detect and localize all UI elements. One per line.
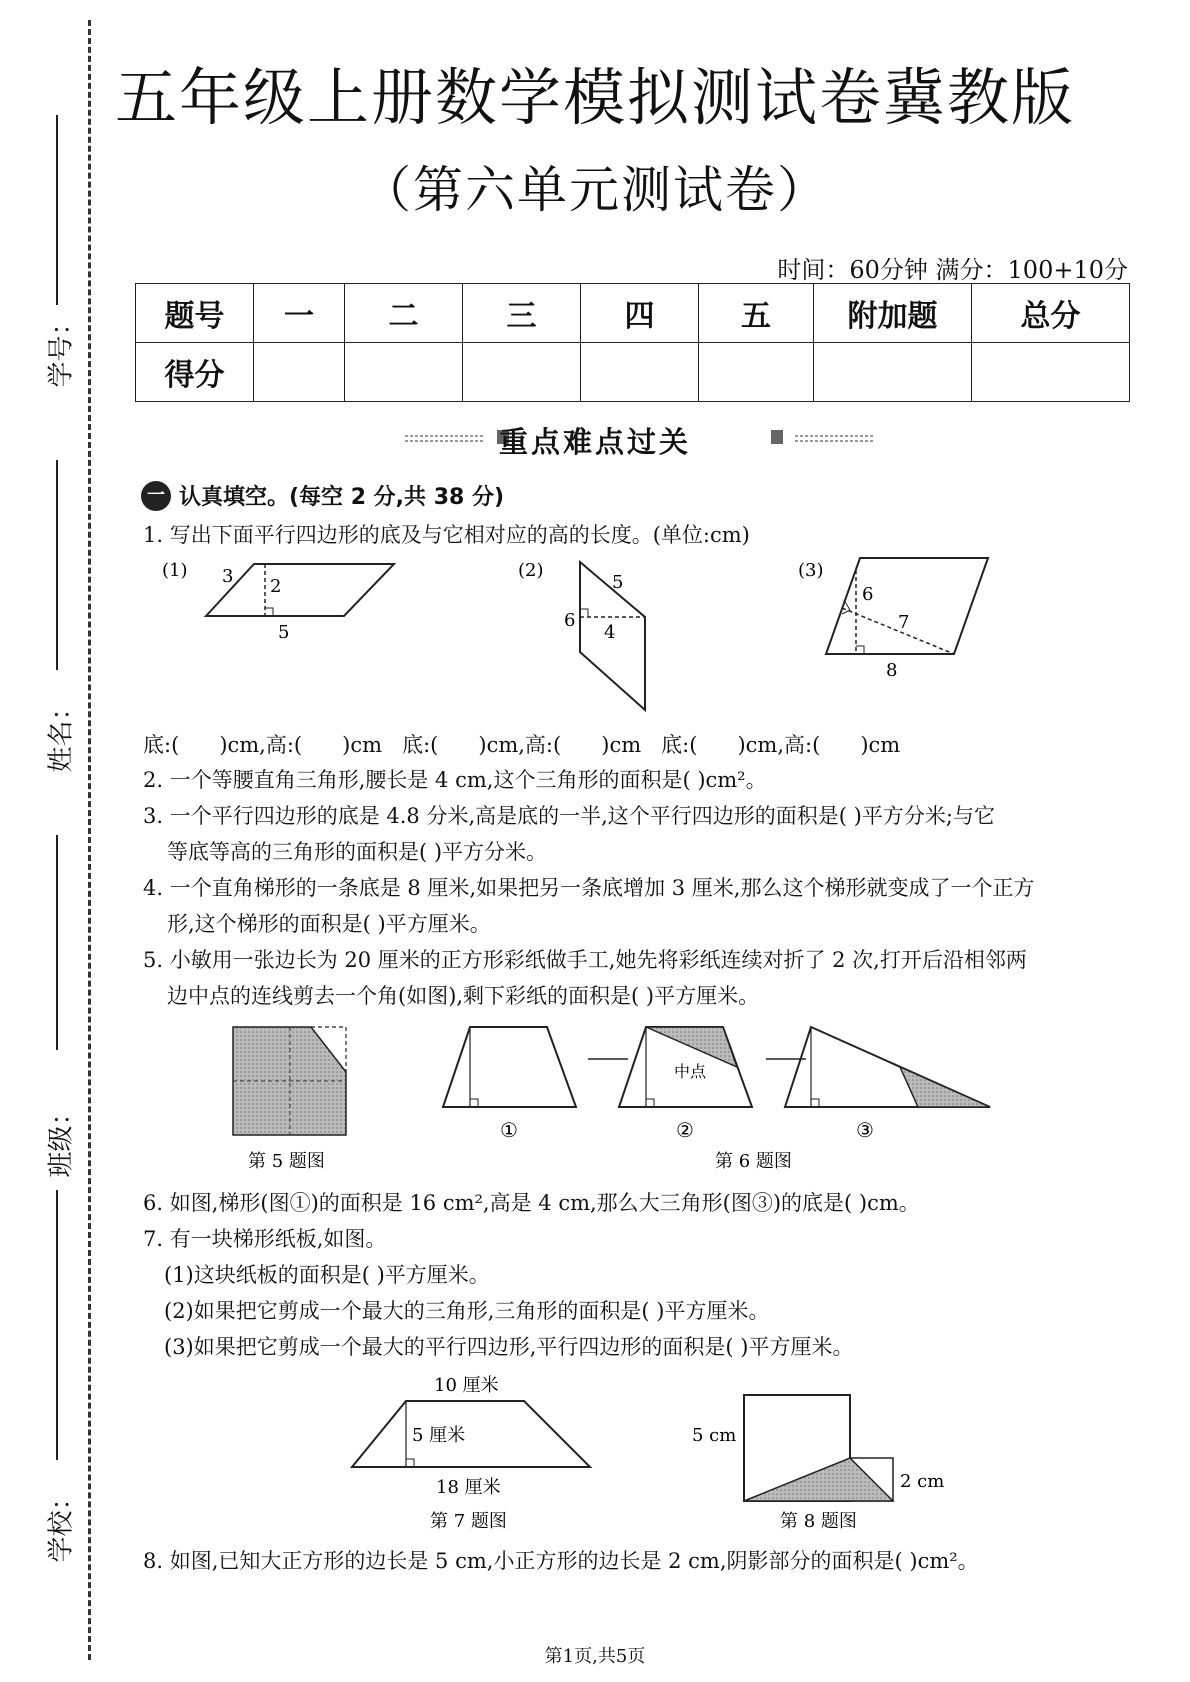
fig3-height: 6 bbox=[862, 584, 874, 605]
page-subtitle: （第六单元测试卷） bbox=[361, 161, 829, 219]
score-header-cell: 五 bbox=[699, 284, 814, 343]
section-banner: 重点难点过关 bbox=[498, 425, 691, 459]
question-2: 2. 一个等腰直角三角形,腰长是 4 cm,这个三角形的面积是( )cm²。 bbox=[143, 768, 767, 792]
score-input-cell[interactable] bbox=[254, 343, 345, 402]
fig6-midpoint-label: 中点 bbox=[674, 1062, 707, 1081]
fig6-label-3: ③ bbox=[856, 1118, 874, 1142]
question-7-1: (1)这块纸板的面积是( )平方厘米。 bbox=[164, 1263, 490, 1287]
fig7-top-label: 10 厘米 bbox=[434, 1375, 499, 1396]
question-3-line2: 等底等高的三角形的面积是( )平方分米。 bbox=[167, 840, 548, 864]
fig8-caption: 第 8 题图 bbox=[780, 1511, 857, 1532]
fig3-base: 8 bbox=[886, 660, 898, 681]
fig3-label: (3) bbox=[798, 560, 824, 581]
fig5-caption: 第 5 题图 bbox=[248, 1151, 325, 1172]
score-input-cell[interactable] bbox=[814, 343, 972, 402]
part-number-badge: 一 bbox=[141, 481, 171, 511]
score-header-cell: 二 bbox=[345, 284, 463, 343]
question-1-answers[interactable]: 底:( )cm,高:( )cm 底:( )cm,高:( )cm 底:( )cm,高:( )cm bbox=[143, 733, 901, 757]
question-5-line2: 边中点的连线剪去一个角(如图),剩下彩纸的面积是( )平方厘米。 bbox=[167, 984, 760, 1008]
page-title: 五年级上册数学模拟测试卷冀教版 bbox=[114, 61, 1075, 134]
question-6: 6. 如图,梯形(图①)的面积是 16 cm²,高是 4 cm,那么大三角形(图③)的底是( )cm。 bbox=[143, 1191, 920, 1215]
question-4-line2: 形,这个梯形的面积是( )平方厘米。 bbox=[167, 912, 491, 936]
score-input-cell[interactable] bbox=[581, 343, 699, 402]
fig1-side-a: 3 bbox=[222, 566, 234, 587]
part1-heading-text: 认真填空。(每空 2 分,共 38 分) bbox=[179, 485, 505, 510]
name-label: 姓名： bbox=[46, 694, 77, 773]
score-header-cell: 一 bbox=[254, 284, 345, 343]
score-input-cell[interactable] bbox=[463, 343, 581, 402]
question-3-line1: 3. 一个平行四边形的底是 4.8 分米,高是底的一半,这个平行四边形的面积是( )平方分米;与它 bbox=[143, 804, 995, 828]
fig6-label-1: ① bbox=[500, 1118, 518, 1142]
score-header-cell: 附加题 bbox=[814, 284, 972, 343]
score-table bbox=[135, 283, 1130, 402]
score-input-cell[interactable] bbox=[345, 343, 463, 402]
fig2-side-a: 5 bbox=[612, 572, 624, 593]
fig7-height-label: 5 厘米 bbox=[412, 1425, 466, 1446]
school-line bbox=[56, 1190, 58, 1460]
score-row-label: 得分 bbox=[136, 343, 254, 402]
score-input-cell[interactable] bbox=[699, 343, 814, 402]
question-7-3: (3)如果把它剪成一个最大的平行四边形,平行四边形的面积是( )平方厘米。 bbox=[164, 1335, 854, 1359]
question-4-line1: 4. 一个直角梯形的一条底是 8 厘米,如果把另一条底增加 3 厘米,那么这个梯形就变成了一个正方 bbox=[143, 876, 1035, 900]
fig1-base: 5 bbox=[278, 622, 290, 643]
question-7: 7. 有一块梯形纸板,如图。 bbox=[143, 1227, 387, 1251]
score-header-cell: 三 bbox=[463, 284, 581, 343]
fig1-label: (1) bbox=[162, 560, 188, 581]
fig8-big-label: 5 cm bbox=[692, 1425, 737, 1446]
class-label: 班级： bbox=[46, 1099, 77, 1178]
student-id-label: 学号： bbox=[46, 309, 77, 388]
name-line bbox=[56, 460, 58, 670]
question-5-line1: 5. 小敏用一张边长为 20 厘米的正方形彩纸做手工,她先将彩纸连续对折了 2 次,打开后沿相邻两 bbox=[143, 948, 1027, 972]
part1-heading bbox=[141, 480, 504, 511]
score-header-cell: 题号 bbox=[136, 284, 254, 343]
figures-5-6 bbox=[200, 1015, 1080, 1175]
score-input-cell[interactable] bbox=[972, 343, 1130, 402]
fig1-height: 2 bbox=[270, 576, 282, 597]
fig3-height-b: 7 bbox=[898, 612, 910, 633]
question-7-2: (2)如果把它剪成一个最大的三角形,三角形的面积是( )平方厘米。 bbox=[164, 1299, 770, 1323]
school-label: 学校： bbox=[46, 1484, 77, 1563]
fig8-small-label: 2 cm bbox=[900, 1471, 945, 1492]
score-header-cell: 四 bbox=[581, 284, 699, 343]
fig2-height: 4 bbox=[604, 622, 616, 643]
fig7-caption: 第 7 题图 bbox=[430, 1511, 507, 1532]
binding-dashed-line bbox=[88, 20, 91, 1660]
fig7-bottom-label: 18 厘米 bbox=[436, 1477, 501, 1498]
question-1: 1. 写出下面平行四边形的底及与它相对应的高的长度。(单位:cm) bbox=[143, 523, 750, 547]
fig6-caption: 第 6 题图 bbox=[715, 1151, 792, 1172]
page-footer: 第1页,共5页 bbox=[544, 1646, 646, 1667]
q1-figures bbox=[150, 552, 1070, 722]
question-8: 8. 如图,已知大正方形的边长是 5 cm,小正方形的边长是 2 cm,阴影部分的面积是( )cm²。 bbox=[143, 1549, 979, 1573]
score-header-cell: 总分 bbox=[972, 284, 1130, 343]
fig6-label-2: ② bbox=[676, 1118, 694, 1142]
class-line bbox=[56, 835, 58, 1050]
fig2-side-b: 6 bbox=[564, 610, 576, 631]
figures-7-8 bbox=[340, 1365, 1100, 1545]
fig2-label: (2) bbox=[518, 560, 544, 581]
time-info: 时间：60分钟 满分：100+10分 bbox=[777, 256, 1128, 284]
